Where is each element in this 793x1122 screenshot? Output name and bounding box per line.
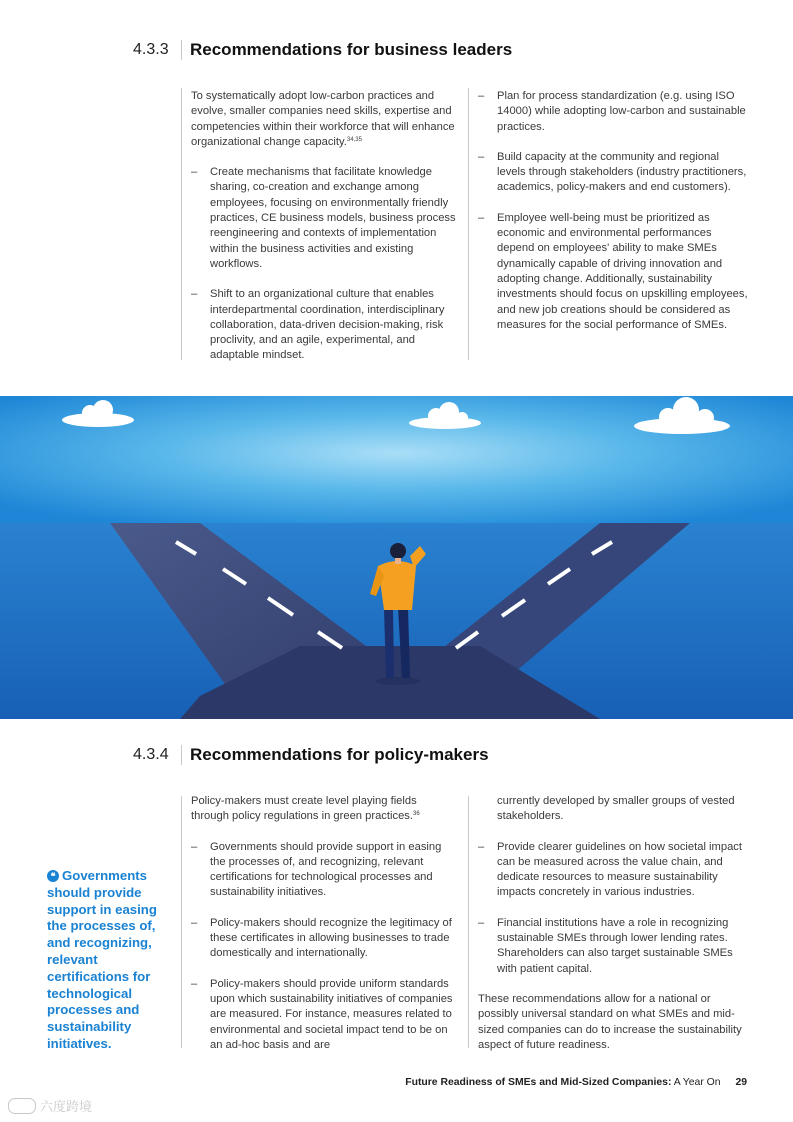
list-item: – Policy-makers should recognize the legitimacy of these certificates in allowing businesses to trade domestically and internationally. xyxy=(191,916,452,960)
list-item: – Shift to an organizational culture that enables interdepartmental coordination, interdisciplinary collaboration, data-driven decision-making, risk proclivity, and an agile, experimental, and adaptable mindset. xyxy=(191,288,445,362)
intro-paragraph: To systematically adopt low-carbon practices and evolve, smaller companies need skills, expertise and competencies within their workforce that will enhance organizational change capacity.$^{34,35}$ xyxy=(191,90,455,148)
report-subtitle: A Year On xyxy=(673,1077,721,1088)
watermark-logo-icon xyxy=(8,1098,36,1114)
list-item: – Governments should provide support in easing the processes of, and recognizing, relevant certifications for technological processes and sustainability initiatives. xyxy=(191,840,442,899)
column-divider xyxy=(181,88,182,360)
list-item: – Plan for process standardization (e.g. using ISO 14000) while adopting low-carbon and sustainable practices. xyxy=(478,90,746,133)
left-column xyxy=(191,89,457,379)
section-number: 4.3.3 xyxy=(133,41,169,58)
quote-icon: ❝ xyxy=(47,870,59,882)
right-column xyxy=(478,89,750,348)
bullet-list xyxy=(478,840,750,977)
heading-divider xyxy=(181,745,182,765)
heading-divider xyxy=(181,40,182,60)
column-divider xyxy=(468,88,469,360)
pull-quote: ❝ Governments should provide support in easing the processes of, and recognizing, relevant certifications for technological processes and sustainability initiatives. xyxy=(47,868,157,1051)
section-title: Recommendations for business leaders xyxy=(190,40,513,59)
bullet-list xyxy=(191,840,457,1054)
section-title: Recommendations for policy-makers xyxy=(190,745,489,764)
list-item: – Provide clearer guidelines on how societal impact can be measured across the value chain, and dedicate resources to measure sustainability impacts concretely in various industries. xyxy=(478,840,743,899)
list-item: – Financial institutions have a role in recognizing sustainable SMEs through lower lending rates. Shareholders can also target sustainable SMEs with patient capital. xyxy=(478,916,733,975)
closing-paragraph: These recommendations allow for a national or possibly universal standard on what SMEs and mid-sized companies can do to increase the sustainability aspect of future readiness. xyxy=(478,992,742,1051)
watermark xyxy=(8,1096,92,1115)
footnote-ref: 34,35 xyxy=(346,136,362,143)
column-divider xyxy=(468,796,469,1048)
right-column xyxy=(478,794,750,1068)
bullet-list xyxy=(478,89,750,333)
page-footer xyxy=(405,1077,747,1088)
list-item: – Policy-makers should provide uniform standards upon which sustainability initiatives of companies are measured. For instance, measures related to environmental and societal impact tend to be on an ad-hoc basis and are xyxy=(191,977,453,1051)
left-column xyxy=(191,794,457,1068)
footnote-ref: 36 xyxy=(413,811,420,818)
list-item: – Employee well-being must be prioritized as economic and environmental performances depend on employees' ability to make SMEs dynamically capable of driving innovation and adopting change. Additionally, sustainability investments should focus on upskilling employees, and new job creations should be considered as measures for the social performance of SMEs. xyxy=(478,211,748,331)
report-title: Future Readiness of SMEs and Mid-Sized Companies: xyxy=(405,1077,672,1088)
list-item: – Create mechanisms that facilitate knowledge sharing, co-creation and exchange among employees, focusing on environmentally friendly practices, CE business models, business process reengineering and contexts of implementation within the business activities and existing workflows. xyxy=(191,166,456,270)
list-item: – Build capacity at the community and regional levels through stakeholders (industry practitioners, academics, policy-makers and end customers). xyxy=(478,150,747,194)
continued-text: currently developed by smaller groups of vested stakeholders. xyxy=(497,795,735,823)
watermark-text: 六度跨境 xyxy=(40,1100,93,1115)
crossroads-illustration xyxy=(0,396,793,719)
section-number: 4.3.4 xyxy=(133,746,169,763)
intro-paragraph: Policy-makers must create level playing fields through policy regulations in green practices.$^{36}$ xyxy=(191,795,420,823)
bullet-list xyxy=(191,165,457,364)
page-number: 29 xyxy=(735,1077,747,1088)
column-divider xyxy=(181,796,182,1048)
